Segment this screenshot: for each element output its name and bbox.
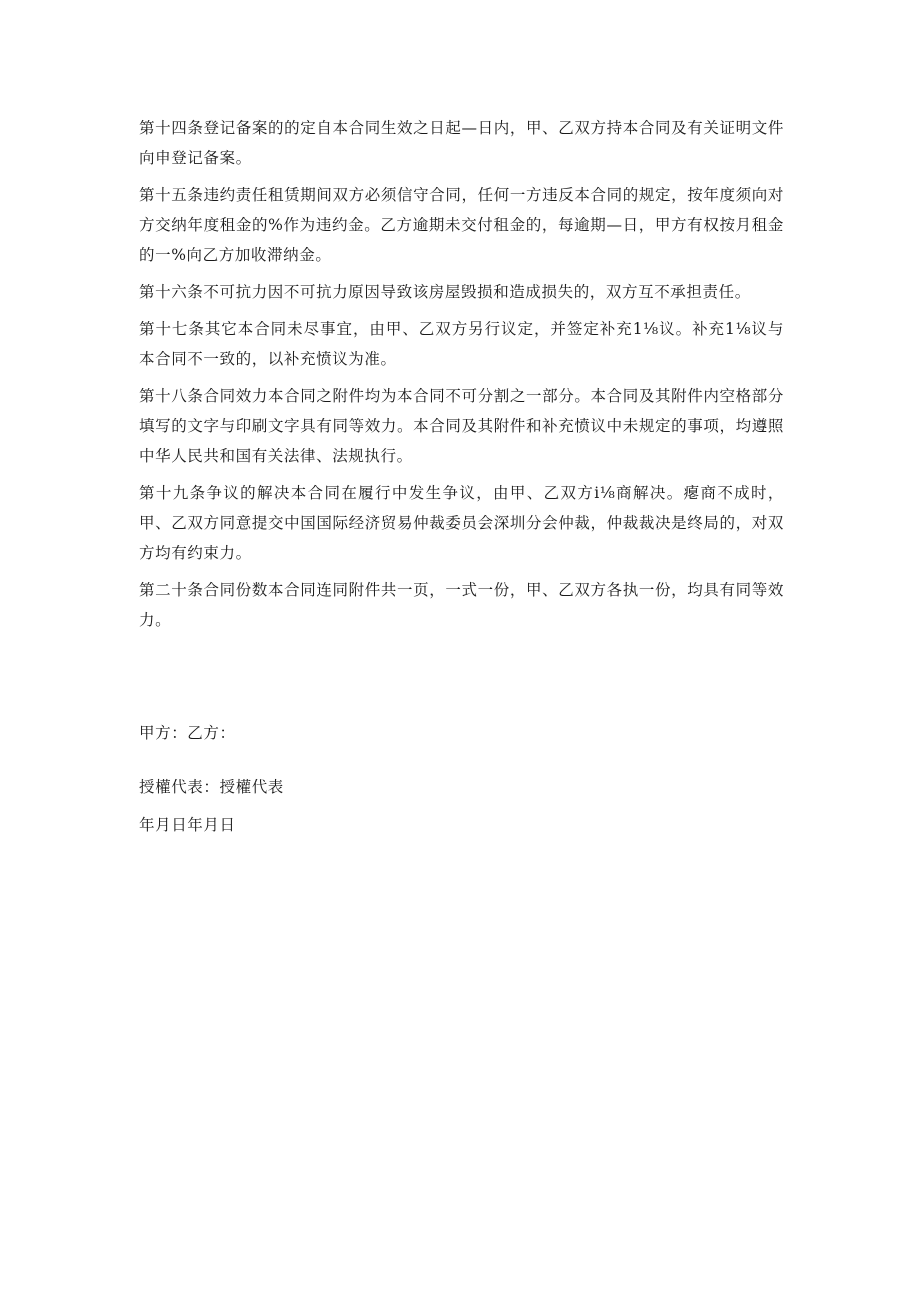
contract-body: [139, 113, 784, 642]
article-14: 第十四条登记备案的的定自本合同生效之日起—日内，甲、乙双方持本合同及有关证明文件向申登记备案。: [139, 119, 784, 167]
article-18: 第十八条合同效力本合同之附件均为本合同不可分割之一部分。本合同及其附件内空格部分填写的文字与印刷文字具有同等效力。本合同及其附件和补充愤议中未规定的事项，均遵照中华人民共和国有关法律、法规执行。: [139, 387, 784, 465]
article-16: 第十六条不可抗力因不可抗力原因导致该房屋毁损和造成损失的，双方互不承担责任。: [139, 283, 751, 301]
signature-dates: 年月日年月日: [139, 816, 236, 834]
signature-parties: 甲方：乙方：: [139, 724, 236, 742]
article-20: 第二十条合同份数本合同连同附件共一页，一式一份，甲、乙双方各执一份，均具有同等效力。: [139, 581, 784, 629]
article-17: 第十七条其它本合同未尽事宜，由甲、乙双方另行议定，并签定补充1⅛议。补充1⅛议与本合同不一致的，以补充愤议为准。: [139, 320, 784, 368]
article-15: 第十五条违约责任租赁期间双方必须信守合同，任何一方违反本合同的规定，按年度须向对方交纳年度租金的%作为违约金。乙方逾期未交付租金的，每逾期—日，甲方有权按月租金的一%向乙方加收滞纳金。: [139, 186, 784, 264]
signature-representatives: 授權代表：授權代表: [139, 778, 284, 796]
article-19: 第十九条争议的解决本合同在履行中发生争议，由甲、乙双方i⅛商解决。瘪商不成时，甲、乙双方同意提交中国国际经济贸易仲裁委员会深圳分会仲裁，仲裁裁决是终局的，对双方均有约束力。: [139, 484, 784, 562]
